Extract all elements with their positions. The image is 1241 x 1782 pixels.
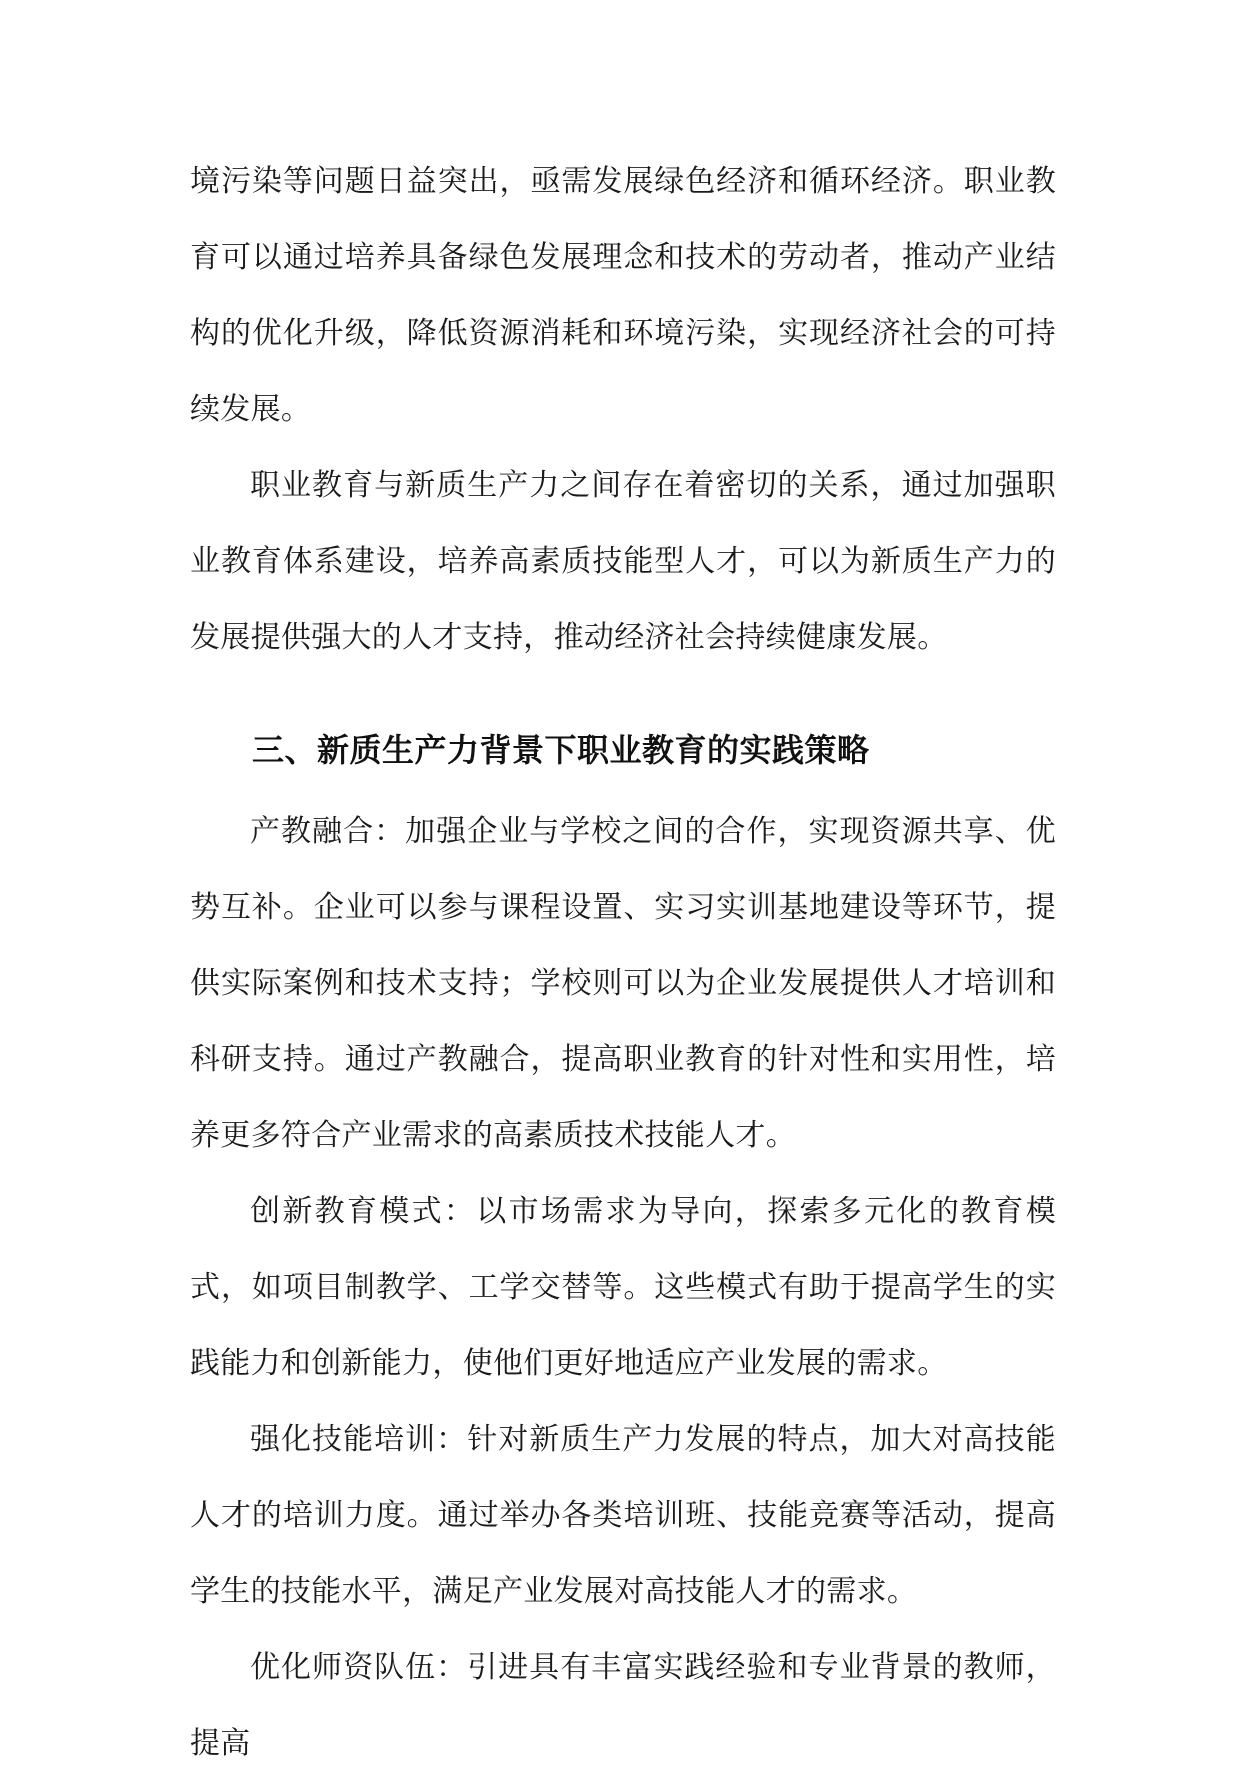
paragraph-skills-training: 强化技能培训：针对新质生产力发展的特点，加大对高技能人才的培训力度。通过举办各类培训班、技能竞赛等活动，提高学生的技能水平，满足产业发展对高技能人才的需求。 [190,1422,1056,1609]
paragraph-teaching-staff: 优化师资队伍：引进具有丰富实践经验和专业背景的教师，提高 [190,1650,1056,1761]
paragraph-continuation: 境污染等问题日益突出，亟需发展绿色经济和循环经济。职业教育可以通过培养具备绿色发展理念和技术的劳动者，推动产业结构的优化升级，降低资源消耗和环境污染，实现经济社会的可持续发展。 [190,164,1056,427]
paragraph-relationship-summary: 职业教育与新质生产力之间存在着密切的关系，通过加强职业教育体系建设，培养高素质技能型人才，可以为新质生产力的发展提供强大的人才支持，推动经济社会持续健康发展。 [190,468,1056,655]
paragraph-industry-education-integration: 产教融合：加强企业与学校之间的合作，实现资源共享、优势互补。企业可以参与课程设置、实习实训基地建设等环节，提供实际案例和技术支持；学校则可以为企业发展提供人才培训和科研支持。通过产教融合，提高职业教育的针对性和实用性，培养更多符合产业需求的高素质技术技能人才。 [190,814,1056,1153]
paragraph-innovative-education-model: 创新教育模式：以市场需求为导向，探索多元化的教育模式，如项目制教学、工学交替等。这些模式有助于提高学生的实践能力和创新能力，使他们更好地适应产业发展的需求。 [190,1194,1056,1381]
section-heading: 三、新质生产力背景下职业教育的实践策略 [252,731,870,769]
document-body [190,144,1056,1782]
